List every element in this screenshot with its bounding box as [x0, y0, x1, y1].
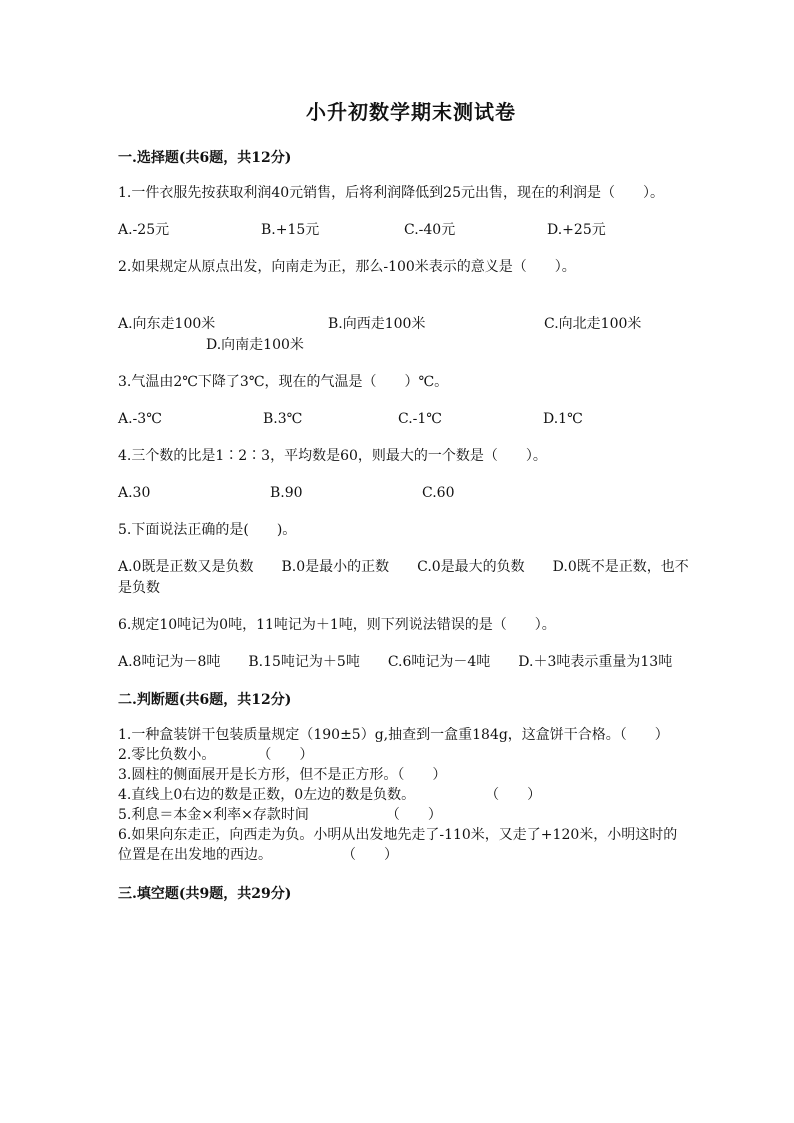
option-a: A.-3℃	[118, 411, 162, 427]
question-3: 3.气温由2℃下降了3℃，现在的气温是（ ）℃。	[118, 374, 449, 390]
question-2: 2.如果规定从原点出发，向南走为正，那么-100米表示的意义是（ ）。	[118, 259, 576, 275]
tf-item: 1.一种盒装饼干包装质量规定（190±5）g,抽查到一盒重184g，这盒饼干合格。（ ）	[118, 727, 669, 743]
question-6: 6.规定10吨记为0吨，11吨记为＋1吨，则下列说法错误的是（ ）。	[118, 617, 556, 633]
question-4-options	[118, 483, 690, 504]
option-d: D.向南走100米	[206, 337, 304, 353]
tf-item: 3.圆柱的侧面展开是长方形，但不是正方形。（ ）	[118, 767, 447, 783]
option-b: B.90	[270, 485, 303, 501]
tf-item: 5.利息＝本金×利率×存款时间 （ ）	[118, 807, 442, 823]
option-a: A.30	[118, 485, 151, 501]
question-1: 1.一件衣服先按获取利润40元销售，后将利润降低到25元出售，现在的利润是（ ）。	[118, 185, 664, 201]
question-2-options	[118, 314, 690, 356]
tf-item: 6.如果向东走正，向西走为负。小明从出发地先走了-110米，又走了+120米，小明这时的位置是在出发地的西边。 （ ）	[118, 827, 678, 863]
true-false-list	[118, 725, 690, 865]
option-b: B.3℃	[263, 411, 303, 427]
option-c: C.-40元	[404, 222, 456, 238]
option-c: C.向北走100米	[544, 316, 642, 332]
section-heading-true-false: 二.判断题(共6题，共12分)	[118, 692, 292, 708]
option-c: C.-1℃	[398, 411, 442, 427]
option-b: B.向西走100米	[328, 316, 426, 332]
option-d: D.1℃	[543, 411, 583, 427]
section-heading-choice: 一.选择题(共6题，共12分)	[118, 150, 292, 166]
question-5: 5.下面说法正确的是( )。	[118, 522, 297, 538]
option-c: C.60	[422, 485, 455, 501]
section-heading-fill-blank: 三.填空题(共9题，共29分)	[118, 886, 292, 902]
question-6-options: A.8吨记为－8吨 B.15吨记为＋5吨 C.6吨记为－4吨 D.＋3吨表示重量为13吨	[118, 654, 673, 670]
question-1-options	[118, 220, 690, 241]
option-b: B.+15元	[261, 222, 320, 238]
option-a: A.-25元	[118, 222, 170, 238]
tf-item: 2.零比负数小。 （ ）	[118, 747, 314, 763]
page-title: 小升初数学期末测试卷	[306, 100, 516, 124]
option-a: A.向东走100米	[118, 316, 216, 332]
option-d: D.+25元	[547, 222, 606, 238]
tf-item: 4.直线上0右边的数是正数，0左边的数是负数。 （ ）	[118, 787, 542, 803]
question-5-options: A.0既是正数又是负数 B.0是最小的正数 C.0是最大的负数 D.0既不是正数，也不是负数	[118, 559, 689, 596]
question-3-options	[118, 409, 690, 430]
question-4: 4.三个数的比是1∶2∶3，平均数是60，则最大的一个数是（ ）。	[118, 448, 547, 464]
